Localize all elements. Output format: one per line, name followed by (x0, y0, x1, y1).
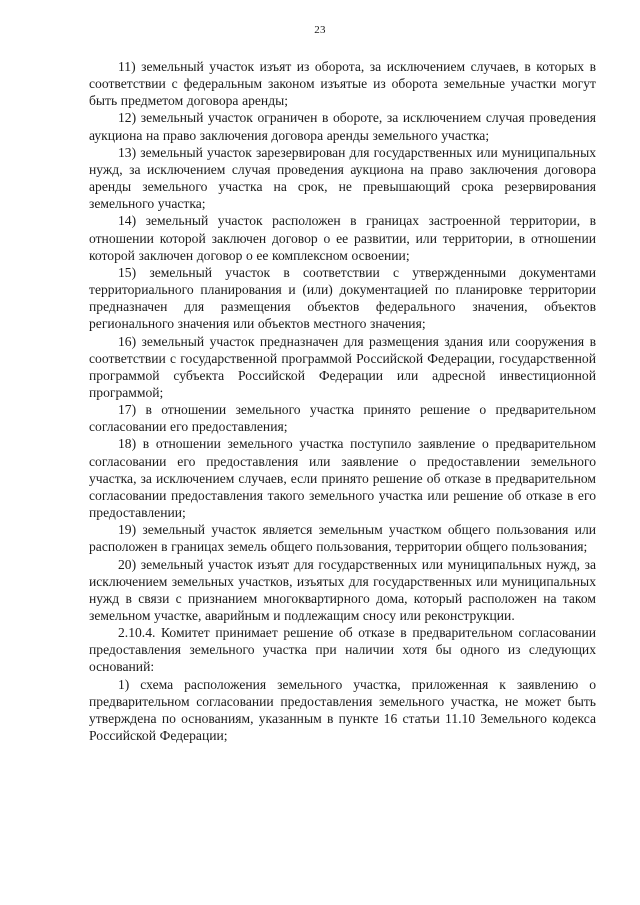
paragraph-item-12: 12) земельный участок ограничен в обороте, за исключением случая проведения аукциона на право заключения договора аренды земельного участка; (89, 110, 596, 143)
paragraph-item-15: 15) земельный участок в соответствии с утвержденными документами территориального планирования и (или) документацией по планировке территории предназначен для размещения объектов федерального значения, объектов регионального значения или объектов местного значения; (89, 264, 596, 332)
document-body (89, 58, 596, 744)
paragraph-item-11: 11) земельный участок изъят из оборота, за исключением случаев, в которых в соответствии с федеральным законом изъятые из оборота земельные участки могут быть предметом договора аренды; (89, 59, 596, 109)
paragraph-item-14: 14) земельный участок расположен в границах застроенной территории, в отношении которой заключен договор о ее развитии, или территории, в отношении которой заключен договор о ее комплексном освоении; (89, 213, 596, 263)
paragraph-item-19: 19) земельный участок является земельным участком общего пользования или расположен в границах земель общего пользования, территории общего пользования; (89, 522, 596, 555)
paragraph-item-16: 16) земельный участок предназначен для размещения здания или сооружения в соответствии с государственной программой Российской Федерации, государственной программой субъекта Российской Федерации или адресной инвестиционной программой; (89, 333, 596, 400)
paragraph-item-13: 13) земельный участок зарезервирован для государственных или муниципальных нужд, за исключением случая проведения аукциона на право заключения договора аренды земельного участка на срок, не превышающий срока резервирования земельного участка; (89, 144, 596, 212)
page-number: 23 (314, 24, 326, 36)
paragraph-item-20: 20) земельный участок изъят для государственных или муниципальных нужд, за исключением земельных участков, изъятых для государственных или муниципальных нужд в связи с признанием многоквартирного дома, который расположен на таком земельном участке, аварийным и подлежащим сносу или реконструкции. (89, 556, 596, 623)
section-2-10-4-intro: 2.10.4. Комитет принимает решение об отказе в предварительном согласовании предоставления земельного участка при наличии хотя бы одного из следующих оснований: (89, 625, 596, 675)
paragraph-item-18: 18) в отношении земельного участка поступило заявление о предварительном согласовании его предоставления или заявление о предоставлении земельного участка, за исключением случаев, если принято решение об отказе в предварительном согласовании предоставления такого земельного участка или решение об отказе в его предоставлении; (89, 436, 596, 521)
section-2-10-4-item-1: 1) схема расположения земельного участка, приложенная к заявлению о предварительном согласовании предоставления земельного участка, не может быть утверждена по основаниям, указанным в пункте 16 статьи 11.10 Земельного кодекса Российской Федерации; (89, 676, 596, 744)
paragraph-item-17: 17) в отношении земельного участка принято решение о предварительном согласовании его предоставления; (89, 402, 596, 435)
